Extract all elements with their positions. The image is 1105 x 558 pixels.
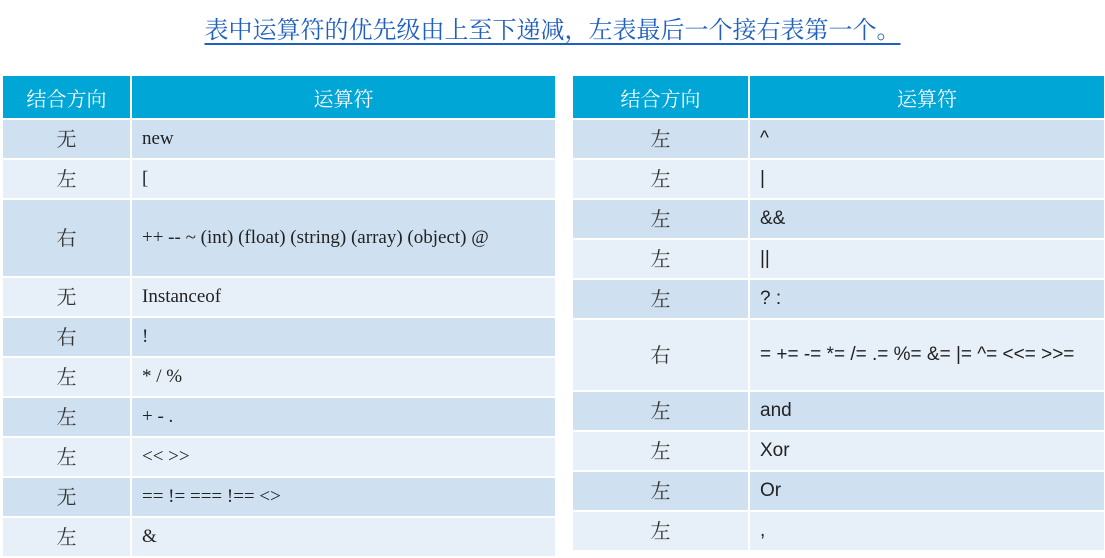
direction-cell: 左 — [3, 358, 130, 396]
direction-cell: 左 — [573, 392, 748, 430]
table-row — [3, 120, 555, 158]
operator-cell: | — [748, 160, 1104, 198]
table-row — [573, 392, 1104, 430]
operator-cell: || — [748, 240, 1104, 278]
header-direction: 结合方向 — [573, 76, 748, 118]
direction-cell: 无 — [3, 120, 130, 158]
operator-cell: + - . — [130, 398, 555, 436]
table-row — [573, 240, 1104, 278]
direction-cell: 左 — [573, 160, 748, 198]
operator-cell: , — [748, 512, 1104, 550]
operator-cell: ! — [130, 318, 555, 356]
table-row — [3, 160, 555, 198]
direction-cell: 右 — [573, 320, 748, 390]
table-row — [573, 320, 1104, 390]
direction-cell: 无 — [3, 278, 130, 316]
table-row — [3, 358, 555, 396]
direction-cell: 左 — [573, 280, 748, 318]
table-row — [573, 432, 1104, 470]
table-row — [3, 398, 555, 436]
operator-cell: ? : — [748, 280, 1104, 318]
table-row — [3, 200, 555, 276]
operator-cell: Instanceof — [130, 278, 555, 316]
header-operator: 运算符 — [748, 76, 1104, 118]
header-row — [3, 76, 555, 118]
table-row — [573, 512, 1104, 550]
operator-cell: = += -= *= /= .= %= &= |= ^= <<= >>= — [748, 320, 1104, 390]
operator-cell: & — [130, 518, 555, 556]
operator-cell: [ — [130, 160, 555, 198]
operator-cell: ^ — [748, 120, 1104, 158]
operator-cell: new — [130, 120, 555, 158]
table-row — [3, 478, 555, 516]
operator-cell: ++ -- ~ (int) (float) (string) (array) (object) @ — [130, 200, 555, 276]
direction-cell: 左 — [3, 518, 130, 556]
direction-cell: 左 — [573, 472, 748, 510]
operator-cell: * / % — [130, 358, 555, 396]
right-precedence-table — [573, 74, 1104, 552]
direction-cell: 左 — [573, 120, 748, 158]
table-row — [573, 160, 1104, 198]
page-title: 表中运算符的优先级由上至下递减，左表最后一个接右表第一个。 — [204, 16, 901, 44]
direction-cell: 左 — [3, 398, 130, 436]
table-row — [3, 438, 555, 476]
table-row — [3, 518, 555, 556]
operator-cell: Or — [748, 472, 1104, 510]
table-row — [3, 278, 555, 316]
operator-cell: Xor — [748, 432, 1104, 470]
direction-cell: 左 — [573, 512, 748, 550]
table-row — [3, 318, 555, 356]
operator-cell: == != === !== <> — [130, 478, 555, 516]
table-row — [573, 120, 1104, 158]
header-direction: 结合方向 — [3, 76, 130, 118]
operator-cell: && — [748, 200, 1104, 238]
operator-cell: and — [748, 392, 1104, 430]
table-row — [573, 280, 1104, 318]
direction-cell: 左 — [573, 240, 748, 278]
table-row — [573, 200, 1104, 238]
direction-cell: 左 — [3, 438, 130, 476]
direction-cell: 左 — [573, 432, 748, 470]
operator-cell: << >> — [130, 438, 555, 476]
direction-cell: 左 — [573, 200, 748, 238]
direction-cell: 右 — [3, 318, 130, 356]
table-row — [573, 472, 1104, 510]
header-operator: 运算符 — [130, 76, 555, 118]
direction-cell: 无 — [3, 478, 130, 516]
direction-cell: 右 — [3, 200, 130, 276]
direction-cell: 左 — [3, 160, 130, 198]
header-row — [573, 76, 1104, 118]
left-precedence-table — [3, 74, 555, 558]
